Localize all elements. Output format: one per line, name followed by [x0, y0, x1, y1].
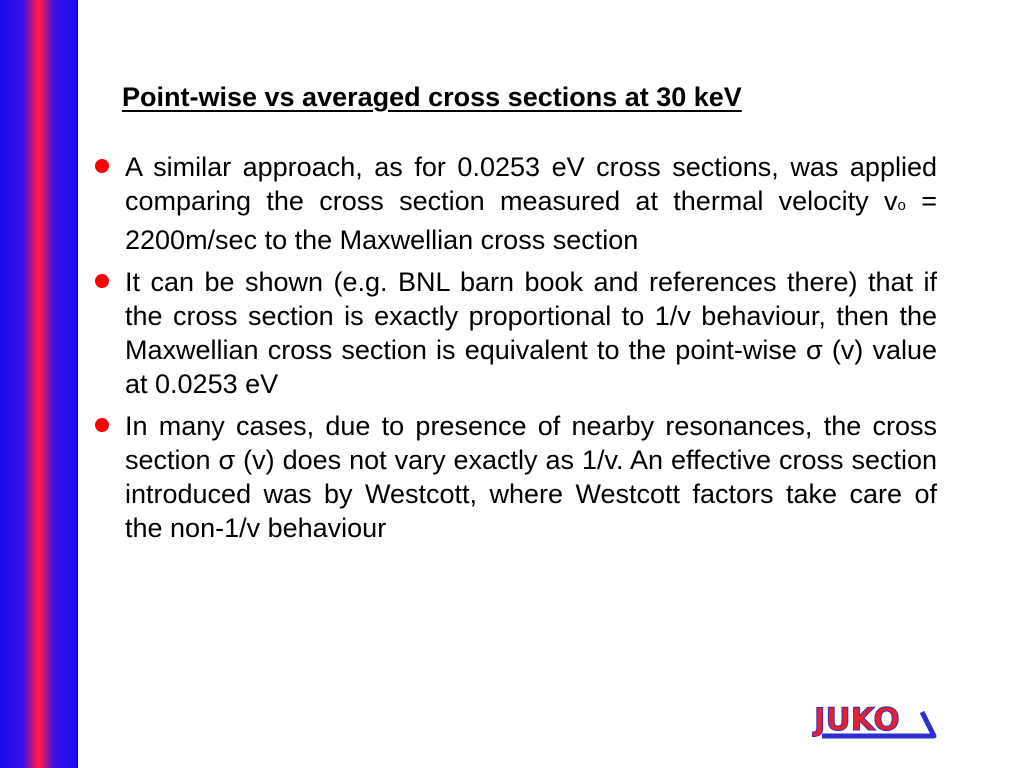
juko-logo-icon	[812, 700, 950, 744]
slide-title: Point-wise vs averaged cross sections at 30 keV	[122, 82, 742, 112]
bullet-list	[92, 150, 937, 553]
bullet-text: It can be shown (e.g. BNL barn book and references there) that if the cross section is exactly proportional to 1/v behaviour, then the Maxwellian cross section is equivalent to the point-wise σ (v) value at 0.0253 eV	[125, 267, 937, 399]
bullet-text: In many cases, due to presence of nearby resonances, the cross section σ (v) does not vary exactly as 1/v. An effective cross section introduced was by Westcott, where Westcott factors take care of the non-1/v behaviour	[125, 411, 937, 543]
bullet-item	[92, 150, 937, 257]
bullet-dot-icon	[95, 159, 109, 173]
bullet-text: A similar approach, as for 0.0253 eV cross sections, was applied comparing the cross section measured at thermal velocity vo = 2200m/sec to the Maxwellian cross section	[125, 152, 937, 255]
bullet-dot-icon	[95, 274, 109, 288]
bullet-item	[92, 265, 937, 401]
subscript-o: o	[897, 197, 906, 214]
bullet-item	[92, 409, 937, 545]
decorative-side-bar	[0, 0, 78, 768]
bullet-dot-icon	[95, 418, 109, 432]
logo-text: JUKO	[814, 702, 900, 738]
